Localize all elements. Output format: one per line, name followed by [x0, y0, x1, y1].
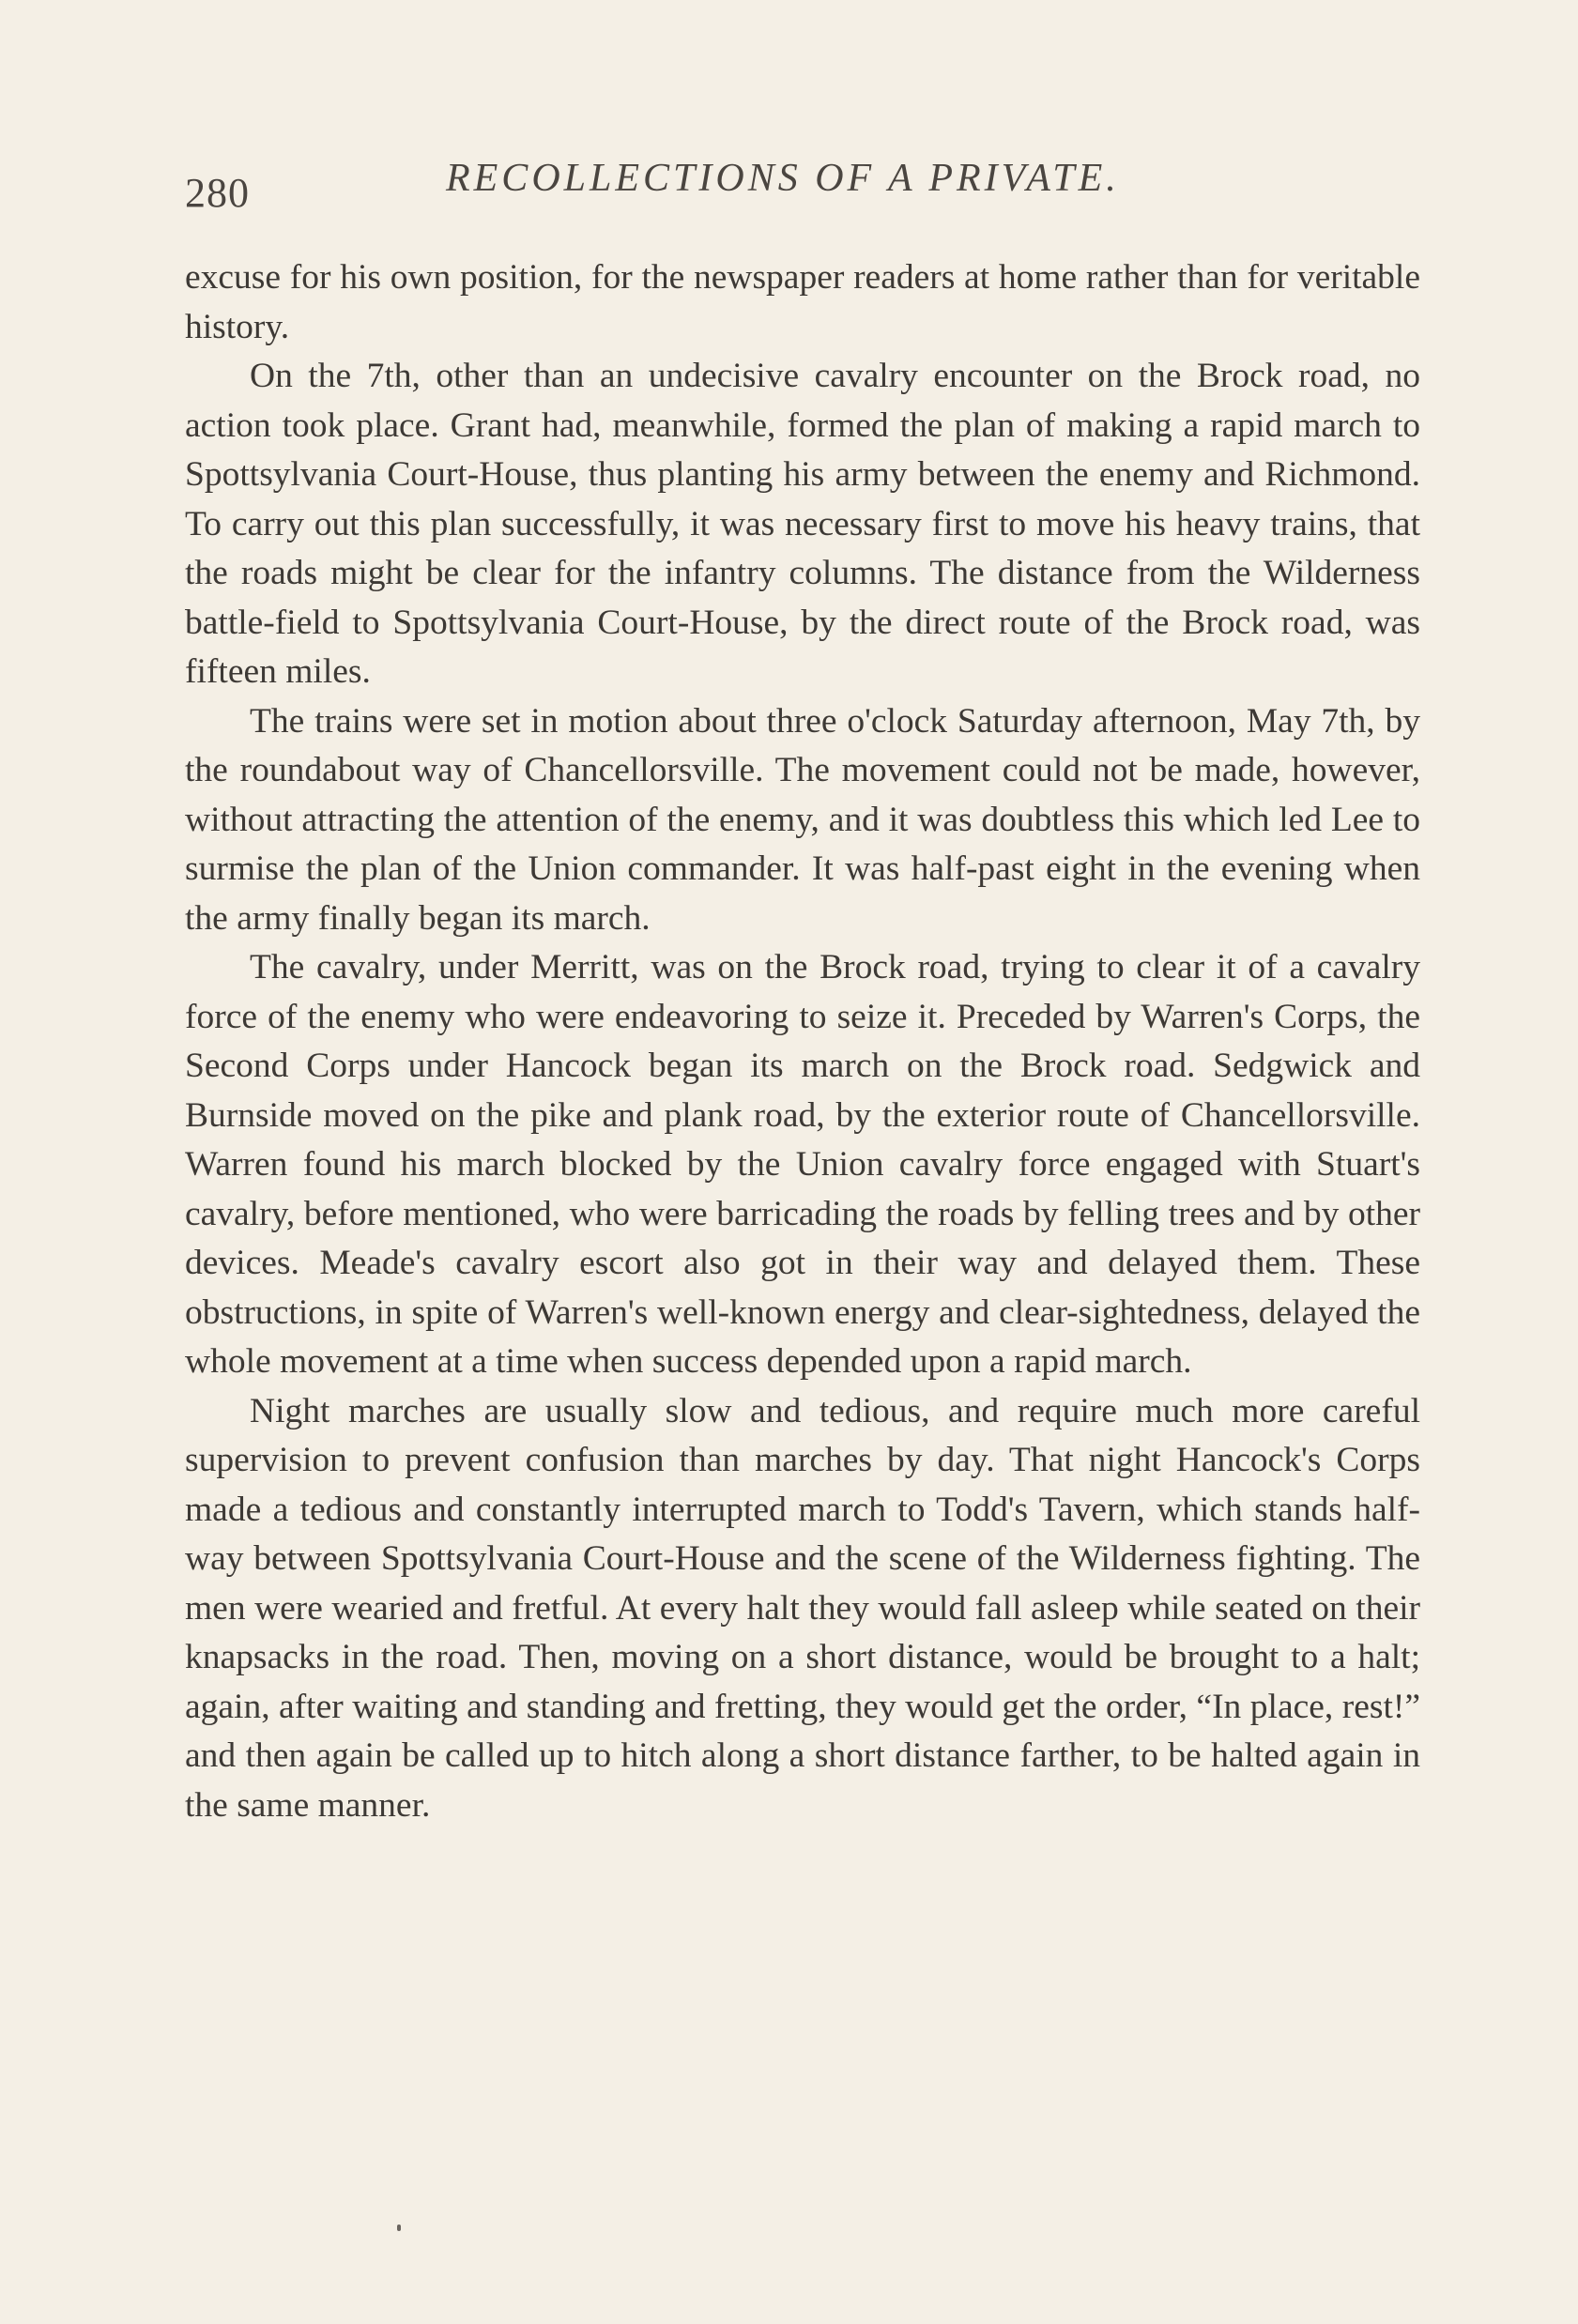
paragraph: Night marches are usually slow and tedious, and require much more careful supervision to prevent confusion than marches by day. That night Hancock's Corps made a tedious and constantly interrupted march to Todd's Tavern, which stands half-way between Spottsylvania Court-House and the scene of the Wilderness fighting. The men were wearied and fretful. At every halt they would fall asleep while seated on their knapsacks in the road. Then, moving on a short distance, would be brought to a halt; again, after waiting and standing and fretting, they would get the order, “In place, rest!” and then again be called up to hitch along a short distance farther, to be halted again in the same manner. [185, 1391, 1420, 1825]
paragraph: The trains were set in motion about three o'clock Saturday afternoon, May 7th, by the roundabout way of Chancellorsville. The movement could not be made, however, without attracting the attention of the enemy, and it was doubtless this which led Lee to surmise the plan of the Union commander. It was half-past eight in the evening when the army finally began its march. [185, 701, 1420, 938]
paragraph: On the 7th, other than an undecisive cavalry encounter on the Brock road, no action took place. Grant had, meanwhile, formed the plan of making a rapid march to Spottsylvania Court-House, thus planting his army between the enemy and Richmond. To carry out this plan successfully, it was necessary first to move his heavy trains, that the roads might be clear for the infantry columns. The distance from the Wilderness battle-field to Spottsylvania Court-House, by the direct route of the Brock road, was fifteen miles. [185, 357, 1420, 691]
page-header [185, 156, 1415, 222]
paragraph-continued: excuse for his own position, for the newspaper readers at home rather than for veritable history. [185, 258, 1420, 346]
paper-speck [397, 2225, 401, 2231]
paragraph: The cavalry, under Merritt, was on the Brock road, trying to clear it of a cavalry force of the enemy who were endeavoring to seize it. Preceded by Warren's Corps, the Second Corps under Hancock began its march on the Brock road. Sedgwick and Burnside moved on the pike and plank road, by the exterior route of Chancellorsville. Warren found his march blocked by the Union cavalry force engaged with Stuart's cavalry, before mentioned, who were barricading the roads by felling trees and by other devices. Meade's cavalry escort also got in their way and delayed them. These obstructions, in spite of Warren's well-known energy and clear-sightedness, delayed the whole movement at a time when success depended upon a rapid march. [185, 948, 1420, 1381]
body-text [185, 253, 1420, 1830]
page-number: 280 [185, 170, 250, 216]
running-title: RECOLLECTIONS OF A PRIVATE. [446, 157, 1120, 200]
